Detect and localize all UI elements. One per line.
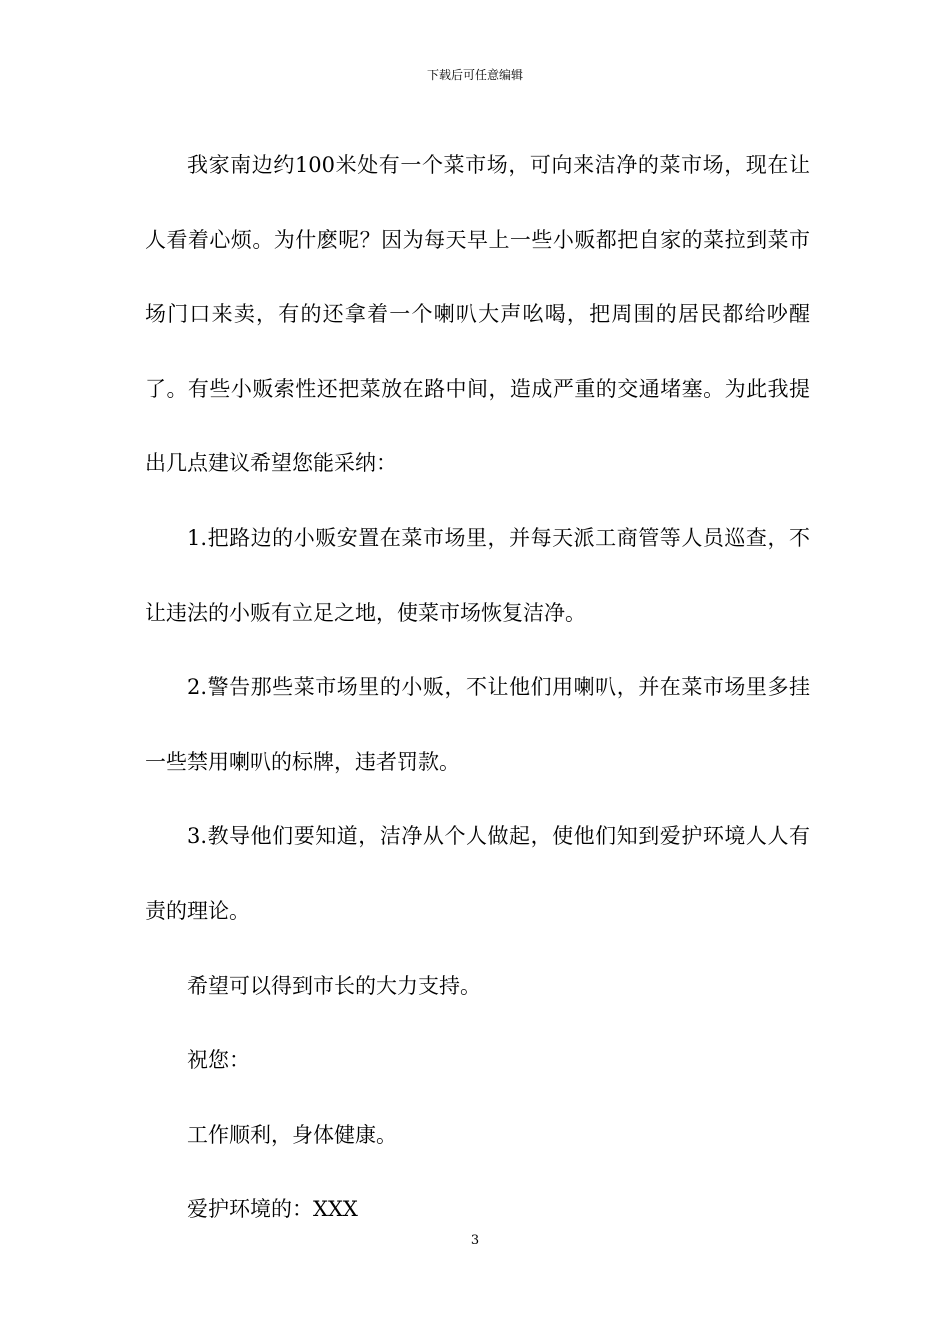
paragraph-suggestion-3: 3.教导他们要知道，洁净从个人做起，使他们知到爱护环境人人有责的理论。 bbox=[145, 824, 810, 923]
page-number: 3 bbox=[470, 1233, 480, 1248]
paragraph-wishes: 工作顺利，身体健康。 bbox=[187, 1122, 397, 1147]
paragraph-complaint: 我家南边约100米处有一个菜市场，可向来洁净的菜市场，现在让人看着心烦。为什麽呢？因为每天早上一些小贩都把自家的菜拉到菜市场门口来卖，有的还拿着一个喇叭大声吆喝，把周围的居民都给吵醒了。有些小贩索性还把菜放在路中间，造成严重的交通堵塞。为此我提出几点建议希望您能采纳： bbox=[145, 153, 810, 476]
page-header-note: 下载后可任意编辑 bbox=[426, 68, 523, 82]
paragraph-hope: 希望可以得到市长的大力支持。 bbox=[187, 973, 481, 998]
paragraph-salutation: 祝您： bbox=[187, 1048, 250, 1073]
paragraph-suggestion-1: 1.把路边的小贩安置在菜市场里，并每天派工商管等人员巡查，不让违法的小贩有立足之地，使菜市场恢复洁净。 bbox=[145, 525, 810, 625]
paragraph-suggestion-2: 2.警告那些菜市场里的小贩，不让他们用喇叭，并在菜市场里多挂一些禁用喇叭的标牌，违者罚款。 bbox=[145, 675, 810, 774]
letter-body bbox=[145, 128, 810, 1247]
paragraph-signature: 爱护环境的：XXX bbox=[187, 1197, 358, 1222]
